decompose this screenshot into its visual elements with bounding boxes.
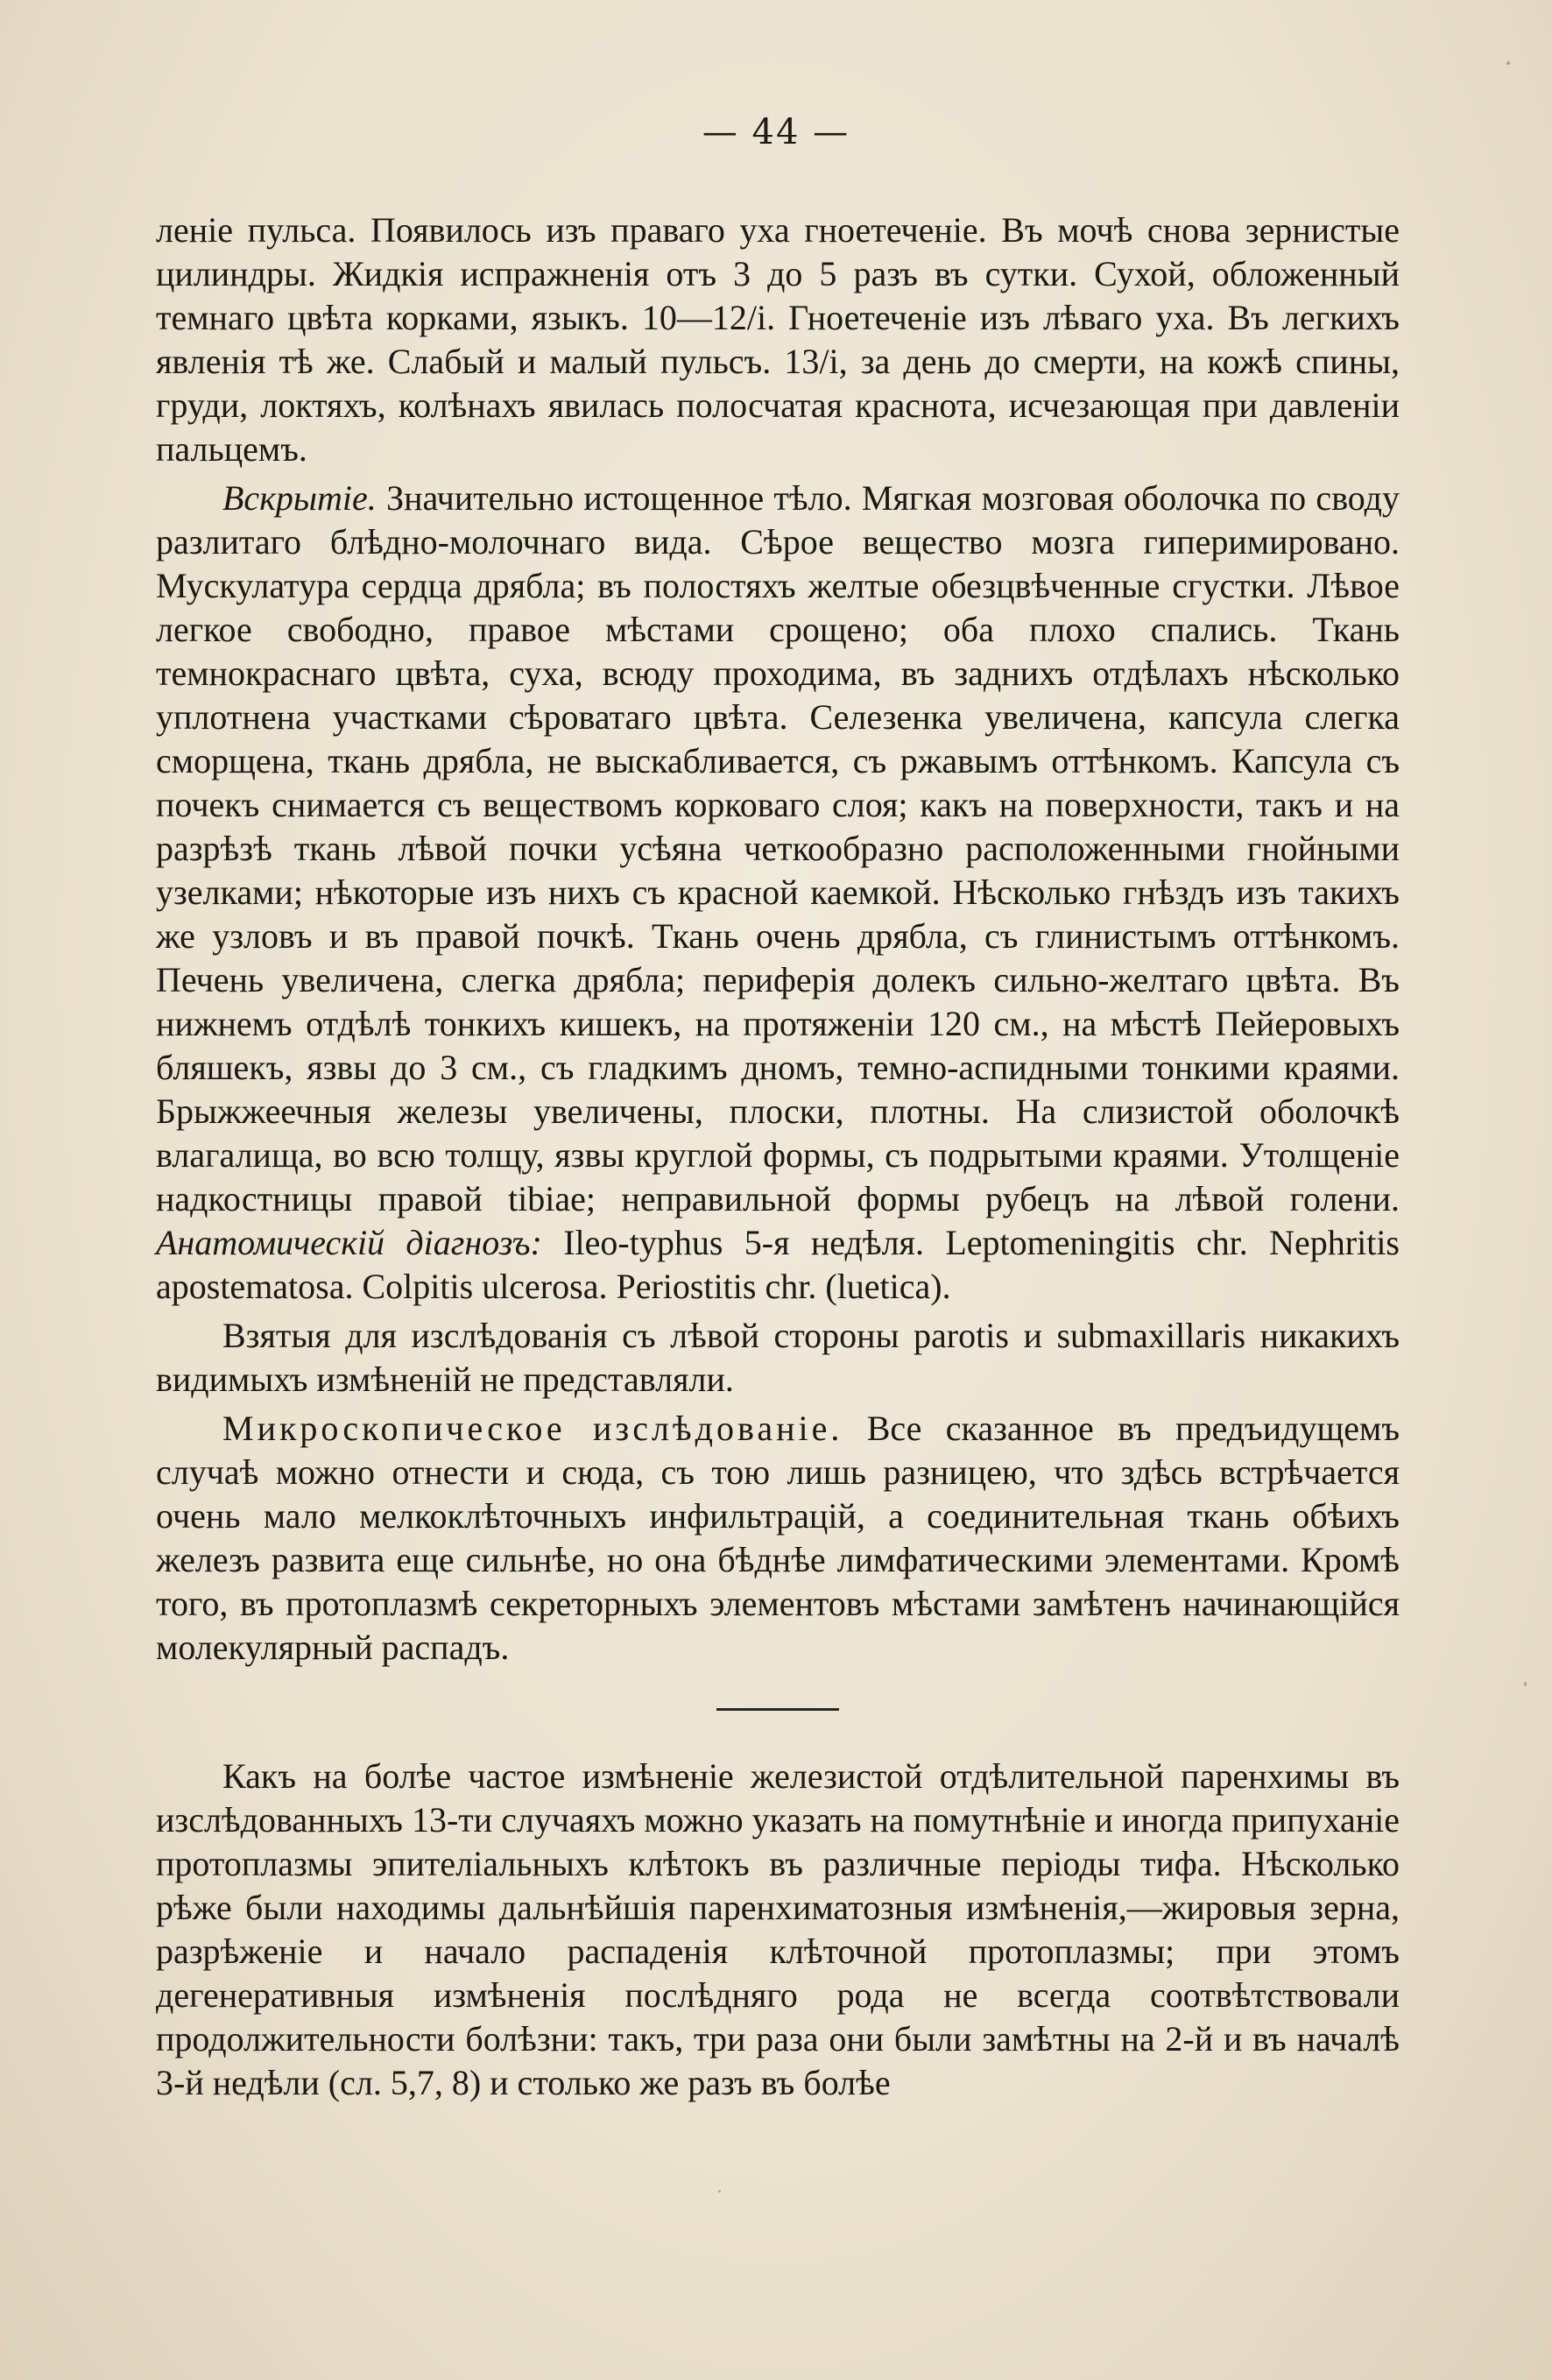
summary-paragraph: Какъ на болѣе частое измѣненіе железистой отдѣлительной паренхимы въ изслѣдованныхъ 13-ти случаяхъ можно указать на помутнѣніе и иногда припуханіе протоплазмы эпителіальныхъ клѣтокъ въ различные періоды тифа. Нѣсколько рѣже были находимы дальнѣйшія паренхиматозныя измѣненія,—жировыя зерна, разрѣженіе и начало распаденія клѣточной протоплазмы; при этомъ дегенеративныя измѣненія послѣдняго рода не всегда соотвѣтствовали продолжительности болѣзни: такъ, три раза они были замѣтны на 2-й и въ началѣ 3-й недѣли (сл. 5,7, 8) и столько же разъ въ болѣе <box>156 1756 1400 2102</box>
microscopic-heading: Микроскопическое изслѣдованіе. <box>222 1409 843 1448</box>
glands-examined-paragraph: Взятыя для изслѣдованія съ лѣвой стороны parotis и submaxillaris никакихъ видимыхъ измѣненій не представляли. <box>156 1316 1400 1399</box>
section-divider <box>716 1708 839 1711</box>
autopsy-paragraph <box>156 477 1400 1309</box>
microscopic-text: Все сказанное въ предъидущемъ случаѣ можно отнести и сюда, съ тою лишь разницею, что здѣсь встрѣчается очень мало мелкоклѣточныхъ инфильтрацій, а соединительная ткань обѣихъ железъ развита еще сильнѣе, но она бѣднѣе лимфатическими элементами. Кромѣ того, въ протоплазмѣ секреторныхъ элементовъ мѣстами замѣтенъ начинающійся молекулярный распадъ. <box>156 1409 1400 1667</box>
paper-speck <box>718 2190 721 2193</box>
autopsy-heading: Вскрытіе. <box>222 478 377 518</box>
anatomical-diagnosis-label: Анатомическій діагнозъ: <box>156 1223 542 1262</box>
anatomical-diagnosis-text: Ileo-typhus 5-я недѣля. Leptomeningitis chr. Nephritis apostematosa. Colpitis ulcerosa. Periostitis chr. (luetica). <box>156 1223 1400 1306</box>
page-number: — 44 — <box>702 112 850 152</box>
paper-speck <box>1524 1682 1527 1686</box>
autopsy-text: Значительно истощенное тѣло. Мягкая мозговая оболочка по своду разлитаго блѣдно-молочнаго вида. Сѣрое вещество мозга гиперимировано. Мускулатура сердца дрябла; въ полостяхъ желтые обезцвѣченные сгустки. Лѣвое легкое свободно, правое мѣстами срощено; оба плохо спались. Ткань темнокраснаго цвѣта, суха, всюду проходима, въ заднихъ отдѣлахъ нѣсколько уплотнена участками сѣроватаго цвѣта. Селезенка увеличена, капсула слегка сморщена, ткань дрябла, не выскабливается, съ ржавымъ оттѣнкомъ. Капсула съ почекъ снимается съ веществомъ корковаго слоя; какъ на поверхности, такъ и на разрѣзѣ ткань лѣвой почки усѣяна четкообразно расположенными гнойными узелками; нѣкоторые изъ нихъ съ красной каемкой. Нѣсколько гнѣздъ изъ такихъ же узловъ и въ правой почкѣ. Ткань очень дрябла, съ глинистымъ оттѣнкомъ. Печень увеличена, слегка дрябла; периферія долекъ сильно-желтаго цвѣта. Въ нижнемъ отдѣлѣ тонкихъ кишекъ, на протяженіи 120 см., на мѣстѣ Пейеровыхъ бляшекъ, язвы до 3 см., съ гладкимъ дномъ, темно-аспидными тонкими краями. Брыжжеечныя железы увеличены, плоски, плотны. На слизистой оболочкѣ влагалища, во всю толщу, язвы круглой формы, съ подрытыми краями. Утолщеніе надкостницы правой tibiae; неправильной формы рубецъ на лѣвой голени. <box>156 478 1400 1218</box>
microscopic-paragraph <box>156 1407 1400 1670</box>
page-body <box>156 208 1400 2105</box>
case-continuation-paragraph: леніе пульса. Появилось изъ праваго уха гноетеченіе. Въ мочѣ снова зернистые цилиндры. Жидкія испражненія отъ 3 до 5 разъ въ сутки. Сухой, обложенный темнаго цвѣта корками, языкъ. 10—12/і. Гноетеченіе изъ лѣваго уха. Въ легкихъ явленія тѣ же. Слабый и малый пульсъ. 13/і, за день до смерти, на кожѣ спины, груди, локтяхъ, колѣнахъ явилась полосчатая краснота, исчезающая при давленіи пальцемъ. <box>156 210 1400 469</box>
paper-speck <box>1506 61 1510 65</box>
